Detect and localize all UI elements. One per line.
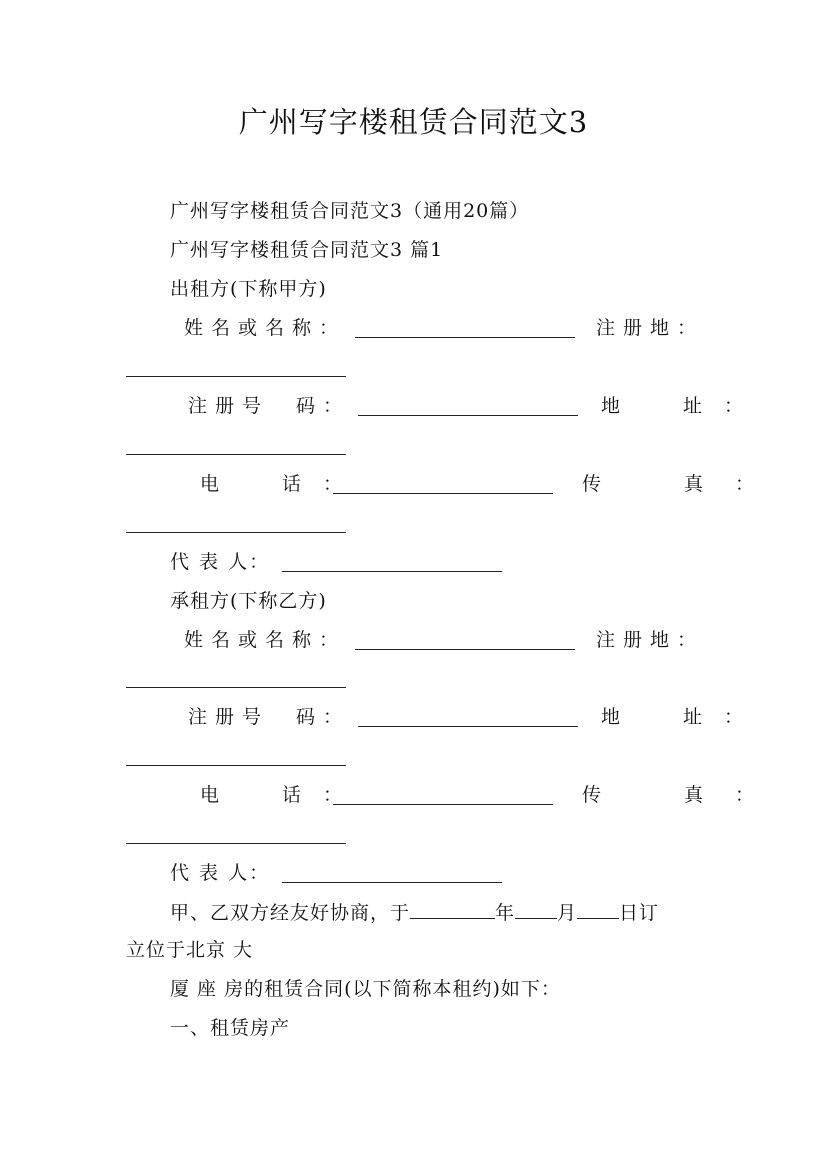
- agreement-date-blank-1[interactable]: [410, 900, 495, 919]
- lessee-rep-blank[interactable]: [282, 881, 502, 883]
- agreement-day-text: 日订: [619, 902, 660, 924]
- lessor-address-label: 地 址：: [601, 395, 766, 417]
- lessor-reg-number-label: 注册号 码：: [188, 395, 351, 417]
- lessor-address-blank[interactable]: [126, 453, 346, 455]
- agreement-intro-text: 甲、乙双方经友好协商，于: [170, 902, 411, 924]
- agreement-date-blank-3[interactable]: [577, 900, 619, 919]
- agreement-line-2: 立位于北京 大: [126, 939, 254, 961]
- lessee-name-label: 姓名或名称：: [184, 629, 347, 651]
- document-subtitle: 广州写字楼租赁合同范文3（通用20篇）: [170, 200, 530, 222]
- lessee-phone-label: 电 话：: [200, 784, 365, 806]
- lessee-reg-address-label: 注册地：: [596, 629, 705, 651]
- lessee-fax-label: 传 真：: [582, 784, 787, 806]
- lessee-heading: 承租方(下称乙方): [170, 590, 327, 612]
- lessee-address-label: 地 址：: [601, 706, 766, 728]
- lessee-reg-number-blank[interactable]: [358, 725, 578, 727]
- agreement-date-blank-2[interactable]: [515, 900, 557, 919]
- lessee-address-blank[interactable]: [126, 764, 346, 766]
- lessor-phone-label: 电 话：: [200, 473, 365, 495]
- lessee-name-blank[interactable]: [355, 648, 575, 650]
- lessor-reg-address-blank[interactable]: [126, 375, 346, 377]
- section-heading: 广州写字楼租赁合同范文3 篇1: [170, 239, 444, 261]
- lessor-fax-blank[interactable]: [126, 531, 346, 533]
- lessor-reg-number-blank[interactable]: [358, 414, 578, 416]
- lessor-name-blank[interactable]: [355, 336, 575, 338]
- clause-1-heading: 一、租赁房产: [170, 1017, 291, 1039]
- lessor-fax-label: 传 真：: [582, 473, 787, 495]
- agreement-line-3: 厦 座 房的租赁合同(以下简称本租约)如下：: [170, 978, 561, 1000]
- lessee-fax-blank[interactable]: [126, 842, 346, 844]
- agreement-year-text: 年: [495, 902, 516, 924]
- lessor-phone-blank[interactable]: [333, 492, 553, 494]
- lessee-reg-address-blank[interactable]: [126, 686, 346, 688]
- lessor-rep-blank[interactable]: [282, 570, 502, 572]
- agreement-month-text: 月: [557, 902, 578, 924]
- lessee-phone-blank[interactable]: [333, 803, 553, 805]
- lessor-rep-label: 代 表 人：: [170, 551, 271, 573]
- lessor-name-label: 姓名或名称：: [184, 317, 347, 339]
- lessor-reg-address-label: 注册地：: [596, 317, 705, 339]
- lessor-heading: 出租方(下称甲方): [170, 278, 327, 300]
- lessee-reg-number-label: 注册号 码：: [188, 706, 351, 728]
- agreement-line-1: [170, 900, 659, 925]
- document-title: 广州写字楼租赁合同范文3: [238, 105, 589, 139]
- lessee-rep-label: 代 表 人：: [170, 862, 271, 884]
